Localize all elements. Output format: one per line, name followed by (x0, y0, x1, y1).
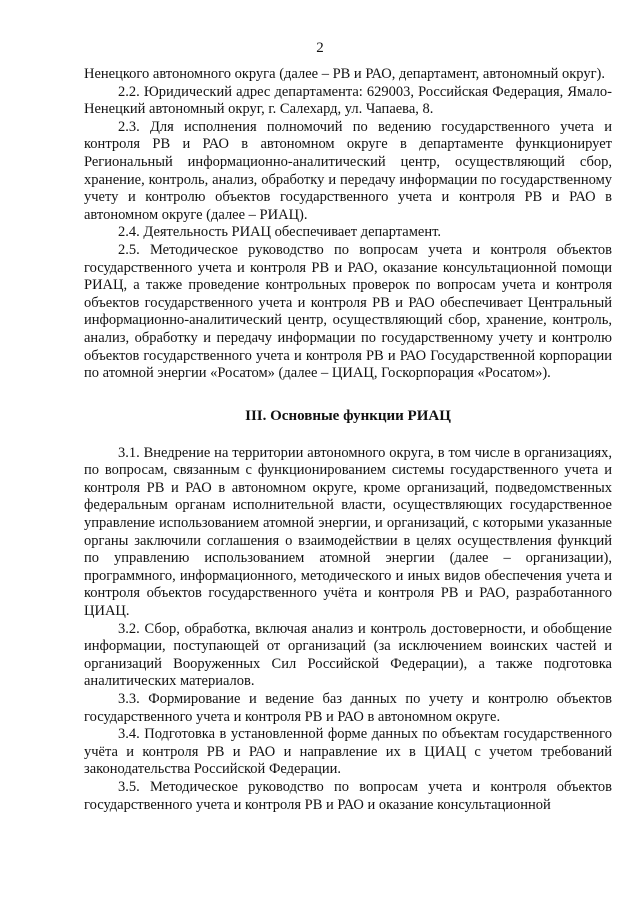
paragraph-3-5: 3.5. Методическое руководство по вопросам учета и контроля объектов государственного учета и контроля РВ и РАО и оказание консультационной (84, 778, 612, 813)
paragraph-3-3: 3.3. Формирование и ведение баз данных по учету и контролю объектов государственного учета и контроля РВ и РАО в автономном округе. (84, 691, 612, 725)
document-body (84, 66, 612, 814)
paragraph-3-1: 3.1. Внедрение на территории автономного округа, в том числе в организациях, по вопросам, связанным с функционированием системы государственного учета и контроля РВ и РАО в автономном округе, кроме организаций, подведомственных федеральным органам исполнительной власти, осуществляющих государственное управление использованием атомной энергии, и организаций, с которыми указанные органы заключили соглашения о взаимодействии в целях осуществления функций по управлению использованием атомной энергии (далее – организации), программного, информационного, методического и иных видов обеспечения учета и контроля объектов государственного учёта и контроля РВ и РАО, разработанного ЦИАЦ. (84, 444, 612, 620)
paragraph-2-3: 2.3. Для исполнения полномочий по ведению государственного учета и контроля РВ и РАО в автономном округе в департаменте функционирует Региональный информационно-аналитический центр, осуществляющий сбор, хранение, контроль, анализ, обработку и передачу информации по государственному учету и контролю объектов государственного учета и контроля РВ и РАО в автономном округе (далее – РИАЦ). (84, 118, 612, 223)
page-number: 2 (316, 40, 324, 56)
section-title: III. Основные функции РИАЦ (245, 407, 451, 424)
paragraph-3-2: 3.2. Сбор, обработка, включая анализ и контроль достоверности, и обобщение информации, поступающей от организаций (за исключением воинских частей и организаций Вооруженных Сил Российской Федерации), а также подготовка аналитических материалов. (84, 620, 612, 690)
paragraph-2-4: 2.4. Деятельность РИАЦ обеспечивает департамент. (118, 224, 441, 241)
paragraph-2-2: 2.2. Юридический адрес департамента: 629003, Российская Федерация, Ямало-Ненецкий автономный округ, г. Салехард, ул. Чапаева, 8. (84, 83, 612, 118)
paragraph-continuation: Ненецкого автономного округа (далее – РВ и РАО, департамент, автономный округ). (84, 66, 605, 82)
paragraph-3-4: 3.4. Подготовка в установленной форме данных по объектам государственного учёта и контроля РВ и РАО и направление их в ЦИАЦ с учетом требований законодательства Российской Федерации. (84, 726, 612, 778)
paragraph-2-5: 2.5. Методическое руководство по вопросам учета и контроля объектов государственного учета и контроля РВ и РАО, оказание консультационной помощи РИАЦ, а также проведение контрольных проверок по вопросам учета и контроля объектов государственного учета и контроля РВ и РАО обеспечивает Центральный информационно-аналитический центр, осуществляющий сбор, хранение, контроль, анализ, обработку и передачу информации по государственному учету и контролю объектов государственного учета и контроля РВ и РАО Государственной корпорации по атомной энергии «Росатом» (далее – ЦИАЦ, Госкорпорация «Росатом»). (84, 241, 612, 382)
